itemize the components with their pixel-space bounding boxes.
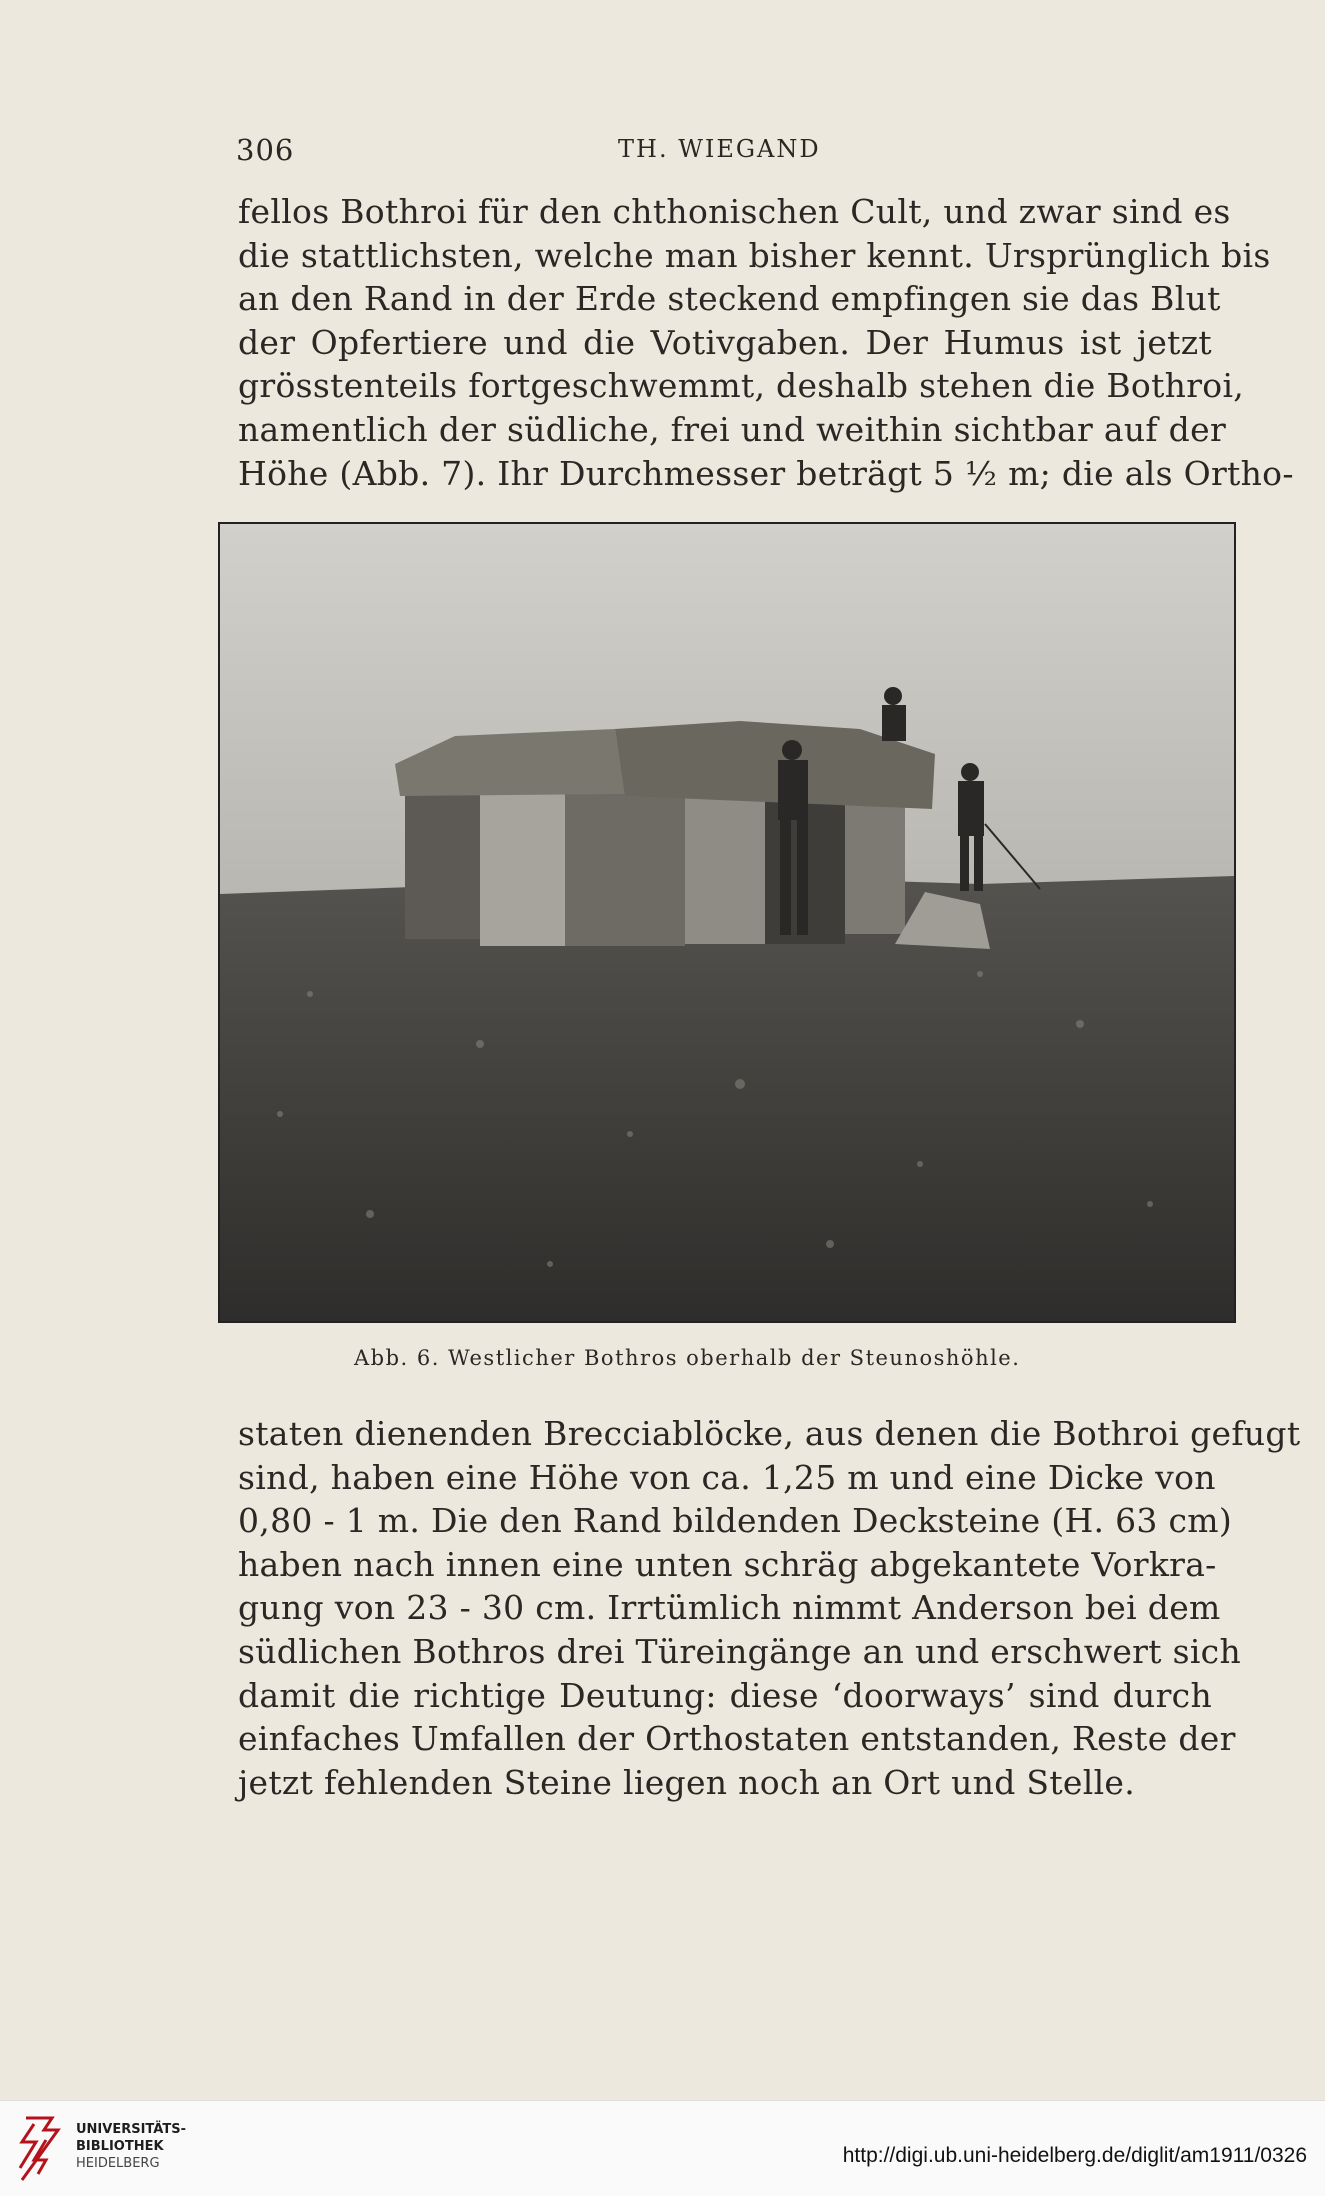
text-line: 0,80 - 1 m. Die den Rand bildenden Decksteine (H. 63 cm) [238, 1501, 1233, 1541]
text-line: jetzt fehlenden Steine liegen noch an Ort und Stelle. [238, 1762, 1136, 1802]
text-line: südlichen Bothros drei Türeingänge an und erschwert sich [238, 1631, 1242, 1671]
library-name-line: HEIDELBERG [76, 2156, 160, 2171]
library-name-line: UNIVERSITÄTS- [76, 2122, 186, 2137]
text-line: damit die richtige Deutung: diese ‘doorways’ sind durch [238, 1675, 1212, 1715]
text-line: Höhe (Abb. 7). Ihr Durchmesser beträgt 5 ½ m; die als Ortho- [238, 453, 1294, 493]
library-name [76, 2121, 186, 2172]
text-line: staten dienenden Brecciablöcke, aus denen die Bothroi gefugt [238, 1414, 1301, 1453]
text-line: fellos Bothroi für den chthonischen Cult, und zwar sind es [238, 192, 1231, 231]
text-line: der Opfertiere und die Votivgaben. Der Humus ist jetzt [238, 322, 1212, 362]
photo-westlicher-bothros [220, 524, 1234, 1321]
paragraph-bottom [238, 1412, 1301, 1804]
text-line: einfaches Umfallen der Orthostaten entstanden, Reste der [238, 1719, 1236, 1759]
text-line: namentlich der südliche, frei und weithin sichtbar auf der [238, 409, 1227, 449]
library-name-line: BIBLIOTHEK [76, 2139, 164, 2154]
text-line: grösstenteils fortgeschwemmt, deshalb stehen die Bothroi, [238, 366, 1245, 406]
text-line: haben nach innen eine unten schräg abgekantete Vorkra- [238, 1544, 1217, 1584]
text-line: gung von 23 - 30 cm. Irrtümlich nimmt Anderson bei dem [238, 1588, 1221, 1628]
paragraph-top [238, 190, 1294, 495]
library-logo-icon [14, 2112, 68, 2184]
photo-figure [218, 522, 1236, 1323]
text-line: sind, haben eine Höhe von ca. 1,25 m und eine Dicke von [238, 1457, 1216, 1497]
page-number: 306 [236, 133, 295, 167]
source-url-link[interactable]: http://digi.ub.uni-heidelberg.de/diglit/am1911/0326 [842, 2144, 1307, 2167]
text-line: die stattlichsten, welche man bisher kennt. Ursprünglich bis [238, 235, 1271, 275]
text-line: an den Rand in der Erde steckend empfingen sie das Blut [238, 279, 1221, 319]
figure-caption: Abb. 6. Westlicher Bothros oberhalb der Steunoshöhle. [354, 1346, 1021, 1370]
running-head: TH. WIEGAND [618, 135, 821, 163]
